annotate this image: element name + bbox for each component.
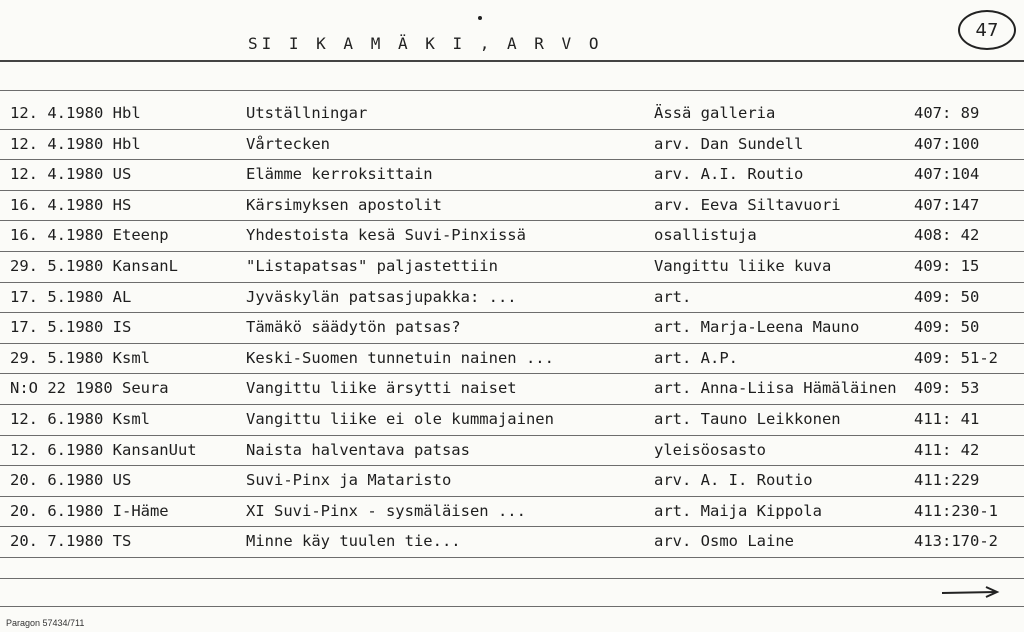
entry-reference: 411: 42	[914, 440, 980, 459]
table-row	[0, 498, 1024, 528]
card-number: 47	[975, 19, 999, 41]
entry-title: "Listapatsas" paljastettiin	[246, 257, 498, 275]
entry-date-source: 29. 5.1980 KansanL	[10, 257, 178, 275]
table-row	[0, 100, 1024, 130]
entry-title: Jyväskylän patsasjupakka: ...	[246, 287, 517, 306]
entry-author: yleisöosasto	[654, 440, 766, 459]
entry-reference: 407:147	[914, 195, 980, 214]
entry-date-source: 12. 6.1980 Ksml	[10, 410, 150, 428]
entry-title: XI Suvi-Pinx - sysmäläisen ...	[246, 501, 526, 520]
table-row	[0, 253, 1024, 283]
entry-date-source: 20. 6.1980 US	[10, 471, 132, 490]
entry-author: art. Marja-Leena Mauno	[654, 318, 860, 337]
table-row	[0, 406, 1024, 436]
entry-author: art. A.P.	[654, 348, 738, 367]
header-rule	[0, 60, 1024, 62]
entry-author: arv. A. I. Routio	[654, 471, 813, 490]
ruled-line	[0, 404, 1024, 405]
entry-author: arv. Dan Sundell	[654, 134, 804, 153]
ruled-line	[0, 343, 1024, 344]
entry-title: Elämme kerroksittain	[246, 165, 433, 184]
entry-reference: 409: 15	[914, 257, 980, 275]
entry-title: Naista halventava patsas	[246, 440, 470, 459]
entry-reference: 409: 51-2	[914, 348, 998, 367]
ruled-line	[0, 282, 1024, 283]
entry-author: osallistuja	[654, 226, 757, 245]
entry-reference: 411: 41	[914, 410, 980, 428]
ruled-line	[0, 465, 1024, 466]
entry-author: arv. Eeva Siltavuori	[654, 195, 841, 214]
entry-reference: 409: 50	[914, 318, 980, 337]
table-row	[0, 375, 1024, 405]
table-row	[0, 222, 1024, 252]
ruled-line	[0, 578, 1024, 579]
ruled-line	[0, 190, 1024, 191]
table-row	[0, 314, 1024, 344]
entry-date-source: 16. 4.1980 HS	[10, 195, 132, 214]
entry-reference: 409: 53	[914, 379, 980, 398]
ruled-line	[0, 373, 1024, 374]
entry-date-source: 29. 5.1980 Ksml	[10, 348, 150, 367]
entry-reference: 407: 89	[914, 104, 980, 122]
entry-author: arv. A.I. Routio	[654, 165, 804, 184]
ruled-line	[0, 90, 1024, 91]
form-label: Paragon 57434/711	[6, 618, 85, 628]
entry-title: Kärsimyksen apostolit	[246, 195, 442, 214]
ruled-line	[0, 220, 1024, 221]
entry-author: art. Maija Kippola	[654, 501, 822, 520]
entry-reference: 408: 42	[914, 226, 980, 245]
table-row	[0, 528, 1024, 558]
entry-author: Vangittu liike kuva	[654, 257, 832, 275]
table-row	[0, 284, 1024, 314]
entry-reference: 407:100	[914, 134, 980, 153]
entry-title: Vangittu liike ärsytti naiset	[246, 379, 517, 398]
ruled-line	[0, 251, 1024, 252]
entry-author: art.	[654, 287, 692, 306]
entry-title: Minne käy tuulen tie...	[246, 532, 461, 551]
entry-date-source: 12. 6.1980 KansanUut	[10, 440, 197, 459]
entry-date-source: N:O 22 1980 Seura	[10, 379, 169, 398]
ruled-line	[0, 526, 1024, 527]
entry-author: art. Tauno Leikkonen	[654, 410, 841, 428]
entry-date-source: 17. 5.1980 IS	[10, 318, 132, 337]
entry-reference: 407:104	[914, 165, 980, 184]
table-row	[0, 192, 1024, 222]
ink-dot	[478, 16, 482, 20]
ruled-line	[0, 129, 1024, 130]
ruled-line	[0, 557, 1024, 558]
entry-date-source: 17. 5.1980 AL	[10, 287, 132, 306]
table-row	[0, 467, 1024, 497]
entry-date-source: 12. 4.1980 Hbl	[10, 104, 141, 122]
entry-reference: 409: 50	[914, 287, 980, 306]
table-row	[0, 437, 1024, 467]
entry-reference: 411:230-1	[914, 501, 998, 520]
entry-date-source: 12. 4.1980 Hbl	[10, 134, 141, 153]
entry-title: Vårtecken	[246, 134, 330, 153]
entry-title: Utställningar	[246, 104, 368, 122]
entry-author: Ässä galleria	[654, 104, 776, 122]
ruled-line	[0, 496, 1024, 497]
entry-author: arv. Osmo Laine	[654, 532, 794, 551]
right-arrow-icon	[940, 584, 1000, 600]
entry-reference: 411:229	[914, 471, 980, 490]
ruled-line	[0, 312, 1024, 313]
table-row	[0, 161, 1024, 191]
table-row	[0, 345, 1024, 375]
card-heading: SI I K A M Ä K I , A R V O	[248, 34, 603, 53]
entry-date-source: 20. 6.1980 I-Häme	[10, 501, 169, 520]
entry-title: Yhdestoista kesä Suvi-Pinxissä	[246, 226, 526, 245]
ruled-line	[0, 435, 1024, 436]
entry-reference: 413:170-2	[914, 532, 998, 551]
ruled-line	[0, 606, 1024, 607]
table-row	[0, 131, 1024, 161]
entry-date-source: 12. 4.1980 US	[10, 165, 132, 184]
entry-date-source: 16. 4.1980 Eteenp	[10, 226, 169, 245]
entry-title: Vangittu liike ei ole kummajainen	[246, 410, 554, 428]
entry-title: Tämäkö säädytön patsas?	[246, 318, 461, 337]
entry-author: art. Anna-Liisa Hämäläinen	[654, 379, 897, 398]
entry-title: Suvi-Pinx ja Mataristo	[246, 471, 452, 490]
entry-date-source: 20. 7.1980 TS	[10, 532, 132, 551]
card-number-circle	[958, 10, 1016, 50]
ruled-line	[0, 159, 1024, 160]
entry-title: Keski-Suomen tunnetuin nainen ...	[246, 348, 554, 367]
